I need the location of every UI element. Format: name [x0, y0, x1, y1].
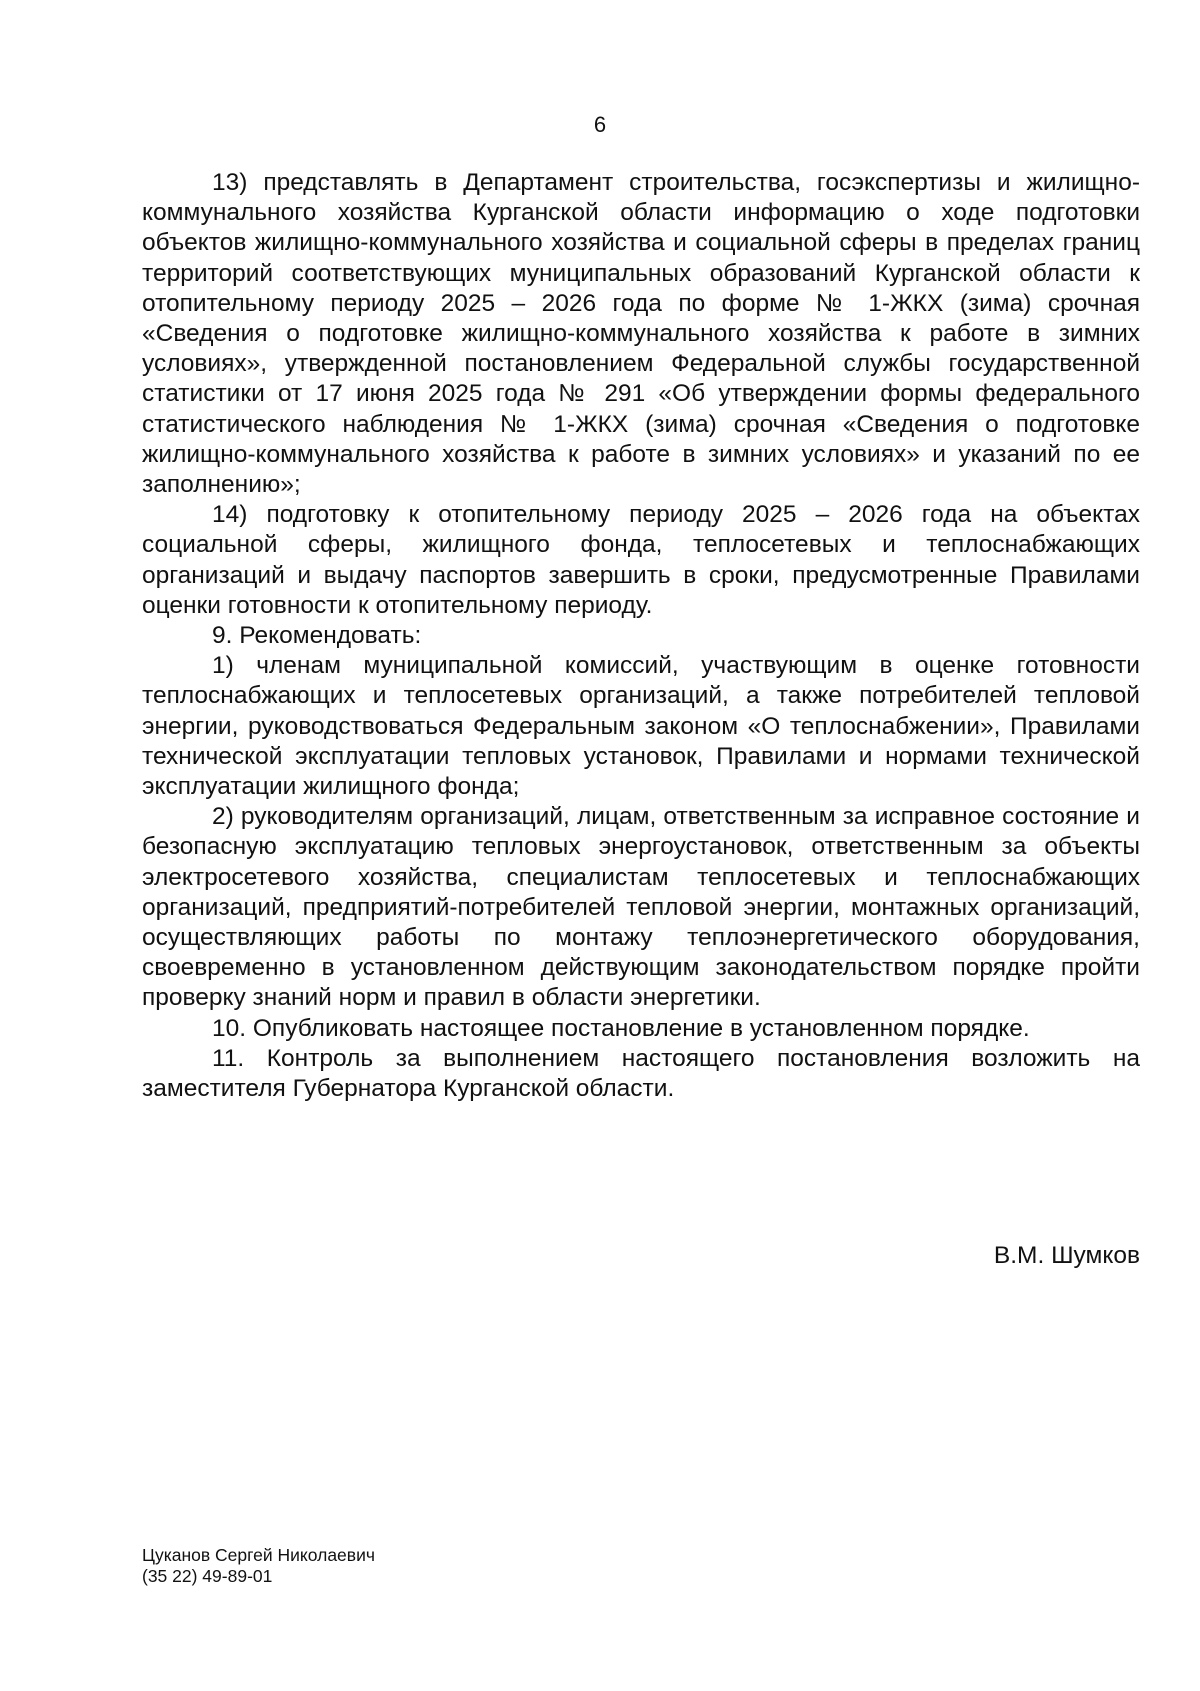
document-body — [142, 168, 1140, 1104]
paragraph-item-2: 2) руководителям организаций, лицам, ответственным за исправное состояние и безопасную эксплуатацию тепловых энергоустановок, ответственным за объекты электросетевого хозяйства, специалистам теплосетевых и теплоснабжающих организаций, предприятий-потребителей тепловой энергии, монтажных организаций, осуществляющих работы по монтажу теплоэнергетического оборудования, своевременно в установленном действующим законодательством порядке пройти проверку знаний норм и правил в области энергетики. — [142, 803, 1140, 1012]
paragraph-point-11: 11. Контроль за выполнением настоящего постановления возложить на заместителя Губернатора Курганской области. — [142, 1044, 1140, 1103]
page-number: 6 — [593, 112, 607, 137]
paragraph-point-9: 9. Рекомендовать: — [212, 622, 422, 650]
executor-block — [142, 1545, 375, 1587]
executor-name: Цуканов Сергей Николаевич — [142, 1545, 375, 1565]
signature-name: В.М. Шумков — [993, 1242, 1140, 1269]
paragraph-item-14: 14) подготовку к отопительному периоду 2025 – 2026 года на объектах социальной сферы, жилищного фонда, теплосетевых и теплоснабжающих организаций и выдачу паспортов завершить в сроки, предусмотренные Правилами оценки готовности к отопительному периоду. — [142, 501, 1140, 619]
paragraph-point-10: 10. Опубликовать настоящее постановление в установленном порядке. — [212, 1014, 1030, 1042]
paragraph-item-1: 1) членам муниципальной комиссий, участвующим в оценке готовности теплоснабжающих и теплосетевых организаций, а также потребителей тепловой энергии, руководствоваться Федеральным законом «О теплоснабжении», Правилами технической эксплуатации тепловых установок, Правилами и нормами технической эксплуатации жилищного фонда; — [142, 652, 1140, 801]
executor-phone: (35 22) 49-89-01 — [142, 1566, 273, 1586]
paragraph-item-13: 13) представлять в Департамент строительства, госэкспертизы и жилищно-коммунального хозяйства Курганской области информацию о ходе подготовки объектов жилищно-коммунального хозяйства и социальной сферы в пределах границ территорий соответствующих муниципальных образований Курганской области к отопительному периоду 2025 – 2026 года по форме № 1-ЖКХ (зима) срочная «Сведения о подготовке жилищно-коммунального хозяйства к работе в зимних условиях», утвержденной постановлением Федеральной службы государственной статистики от 17 июня 2025 года № 291 «Об утверждении формы федерального статистического наблюдения № 1-ЖКХ (зима) срочная «Сведения о подготовке жилищно-коммунального хозяйства к работе в зимних условиях» и указаний по ее заполнению»; — [142, 169, 1140, 499]
